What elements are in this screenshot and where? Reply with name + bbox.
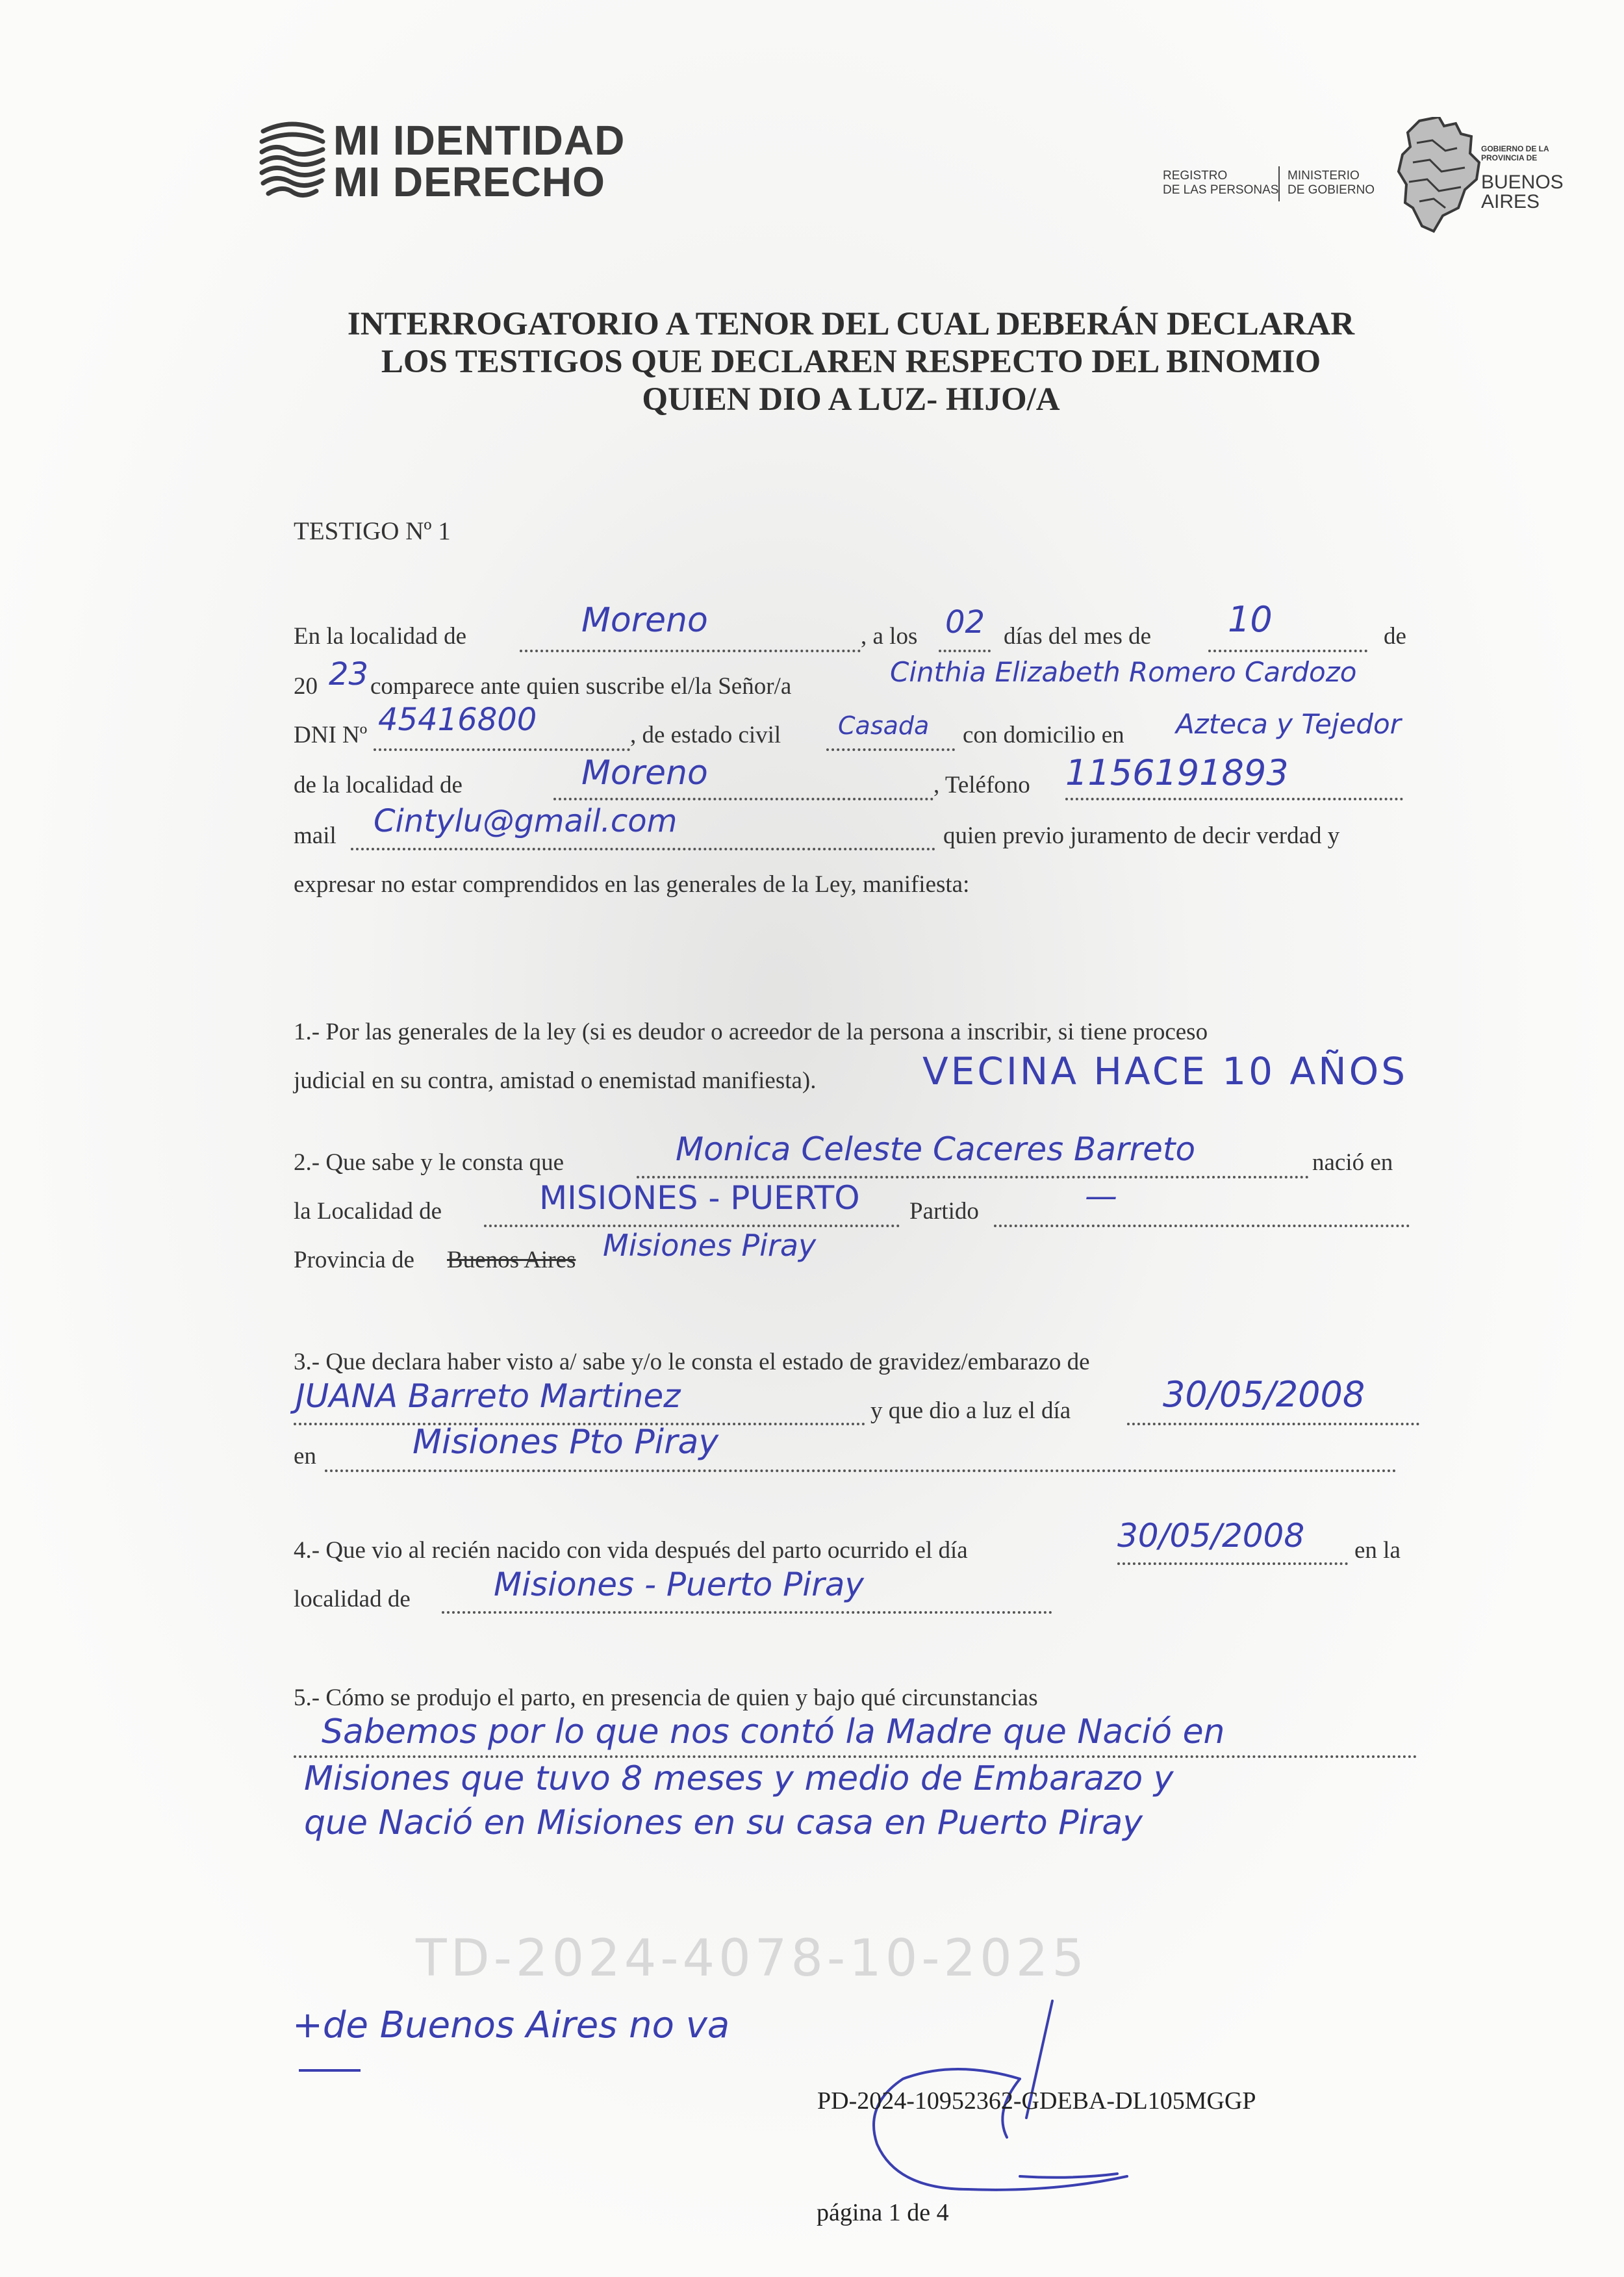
buenos-aires-label: BUENOS AIRES bbox=[1481, 172, 1564, 212]
handwritten-dni: 45416800 bbox=[378, 702, 537, 738]
label-localidad-q4: localidad de bbox=[294, 1586, 411, 1612]
dotted-line bbox=[1117, 1562, 1348, 1565]
label-localidad-q2: la Localidad de bbox=[294, 1198, 442, 1225]
registro-label-1: REGISTRO bbox=[1163, 169, 1228, 183]
handwritten-localidad-q2: MISIONES - PUERTO bbox=[539, 1179, 860, 1217]
fingerprint-icon bbox=[257, 120, 328, 201]
handwritten-localidad-2: Moreno bbox=[581, 754, 708, 793]
page-number: página 1 de 4 bbox=[817, 2199, 949, 2226]
handwritten-mes: 10 bbox=[1228, 599, 1273, 640]
dotted-line bbox=[637, 1176, 1309, 1178]
handwritten-estado-civil: Casada bbox=[838, 711, 930, 740]
label-expresar: expresar no estar comprendidos en las generales de la Ley, manifiesta: bbox=[294, 871, 970, 898]
label-20: 20 bbox=[294, 673, 318, 700]
handwritten-domicilio: Azteca y Tejedor bbox=[1176, 708, 1401, 740]
dotted-line bbox=[994, 1225, 1410, 1227]
dotted-line bbox=[374, 748, 630, 751]
question-4-label: 4.- Que vio al recién nacido con vida después del parto ocurrido el día bbox=[294, 1537, 968, 1564]
label-mail: mail bbox=[294, 822, 336, 849]
handwritten-localidad-nacimiento: Misiones - Puerto Piray bbox=[494, 1566, 864, 1603]
label-de: de bbox=[1384, 623, 1406, 650]
label-provincia: Provincia de bbox=[294, 1247, 414, 1273]
mi-identidad-logo bbox=[257, 117, 626, 208]
handwritten-nombre: Cinthia Elizabeth Romero Cardozo bbox=[890, 656, 1357, 688]
label-de-localidad: de la localidad de bbox=[294, 772, 463, 798]
dotted-line bbox=[520, 650, 861, 652]
document-id: PD-2024-10952362-GDEBA-DL105MGGP bbox=[817, 2087, 1256, 2115]
dotted-line bbox=[939, 650, 991, 652]
question-1-line-2: judicial en su contra, amistad o enemistad manifiesta). bbox=[294, 1067, 817, 1094]
label-quien-previo: quien previo juramento de decir verdad y bbox=[943, 822, 1340, 849]
handwritten-note: +de Buenos Aires no va bbox=[292, 2004, 730, 2046]
dotted-line bbox=[294, 1755, 1417, 1758]
handwritten-telefono: 1156191893 bbox=[1065, 752, 1289, 793]
province-map-icon bbox=[1393, 117, 1484, 234]
dotted-line bbox=[1127, 1423, 1419, 1425]
logo-line-2: MI DERECHO bbox=[333, 159, 605, 205]
faint-stamp: TD-2024-4078-10-2025 bbox=[416, 1929, 1089, 1988]
handwritten-partido: — bbox=[1085, 1177, 1117, 1215]
handwritten-answer-5-line-2: Misiones que tuvo 8 meses y medio de Embarazo y bbox=[304, 1759, 1174, 1798]
handwritten-fecha-parto: 30/05/2008 bbox=[1163, 1374, 1365, 1415]
handwritten-madre: JUANA Barreto Martinez bbox=[296, 1377, 681, 1415]
question-3-line-1: 3.- Que declara haber visto a/ sabe y/o le consta el estado de gravidez/embarazo de bbox=[294, 1349, 1090, 1375]
label-dias-mes: días del mes de bbox=[1004, 623, 1152, 650]
handwritten-dias: 02 bbox=[945, 604, 985, 641]
label-a-los: , a los bbox=[861, 623, 918, 650]
handwritten-fecha-nacimiento: 30/05/2008 bbox=[1117, 1517, 1305, 1555]
government-logo bbox=[1163, 117, 1566, 234]
dotted-line bbox=[1065, 798, 1403, 800]
testigo-heading: TESTIGO Nº 1 bbox=[294, 517, 451, 545]
dotted-line bbox=[351, 848, 935, 850]
label-partido: Partido bbox=[909, 1198, 979, 1225]
handwritten-localidad: Moreno bbox=[581, 601, 708, 640]
handwritten-provincia: Misiones Piray bbox=[603, 1228, 817, 1263]
logo-line-1: MI IDENTIDAD bbox=[333, 117, 626, 164]
struck-buenos-aires: Buenos Aires bbox=[447, 1247, 576, 1273]
label-domicilio: con domicilio en bbox=[963, 722, 1124, 748]
note-underline bbox=[299, 2069, 361, 2072]
header-divider bbox=[1278, 166, 1280, 201]
question-5: 5.- Cómo se produjo el parto, en presencia de quien y bajo qué circunstancias bbox=[294, 1685, 1038, 1711]
label-en-la: en la bbox=[1354, 1537, 1401, 1564]
ministerio-label-2: DE GOBIERNO bbox=[1288, 183, 1375, 197]
dotted-line bbox=[826, 748, 955, 751]
gobierno-label: GOBIERNO DE LA PROVINCIA DE bbox=[1481, 144, 1549, 162]
dotted-line bbox=[1208, 650, 1367, 652]
label-dio-a-luz: y que dio a luz el día bbox=[870, 1397, 1071, 1424]
handwritten-answer-5-line-1: Sabemos por lo que nos contó la Madre que Nació en bbox=[322, 1712, 1225, 1751]
label-estado-civil: , de estado civil bbox=[630, 722, 781, 748]
handwritten-nacido-nombre: Monica Celeste Caceres Barreto bbox=[676, 1130, 1196, 1168]
title-line-2: LOS TESTIGOS QUE DECLAREN RESPECTO DEL BINOMIO bbox=[381, 344, 1321, 380]
handwritten-anio: 23 bbox=[329, 656, 369, 693]
handwritten-answer-5-line-3: que Nació en Misiones en su casa en Puerto Piray bbox=[304, 1803, 1143, 1842]
label-nacio-en: nació en bbox=[1312, 1149, 1393, 1176]
dotted-line bbox=[553, 798, 933, 800]
dotted-line bbox=[442, 1611, 1052, 1614]
question-2-label: 2.- Que sabe y le consta que bbox=[294, 1149, 565, 1176]
label-dni: DNI Nº bbox=[294, 722, 368, 748]
ministerio-label-1: MINISTERIO bbox=[1288, 169, 1360, 183]
label-localidad: En la localidad de bbox=[294, 623, 467, 650]
title-line-3: QUIEN DIO A LUZ- HIJO/A bbox=[642, 381, 1060, 418]
registro-label-2: DE LAS PERSONAS bbox=[1163, 183, 1279, 197]
title-line-1: INTERROGATORIO A TENOR DEL CUAL DEBERÁN DECLARAR bbox=[347, 306, 1355, 342]
document-title bbox=[234, 305, 1468, 418]
handwritten-answer-1: VECINA HACE 10 AÑOS bbox=[922, 1049, 1408, 1093]
question-1-line-1: 1.- Por las generales de la ley (si es deudor o acreedor de la persona a inscribir, si tiene proceso bbox=[294, 1019, 1208, 1045]
dotted-line bbox=[484, 1225, 900, 1227]
label-telefono: , Teléfono bbox=[933, 772, 1030, 798]
handwritten-mail: Cintylu@gmail.com bbox=[374, 803, 678, 839]
dotted-line bbox=[325, 1469, 1397, 1472]
handwritten-lugar-parto: Misiones Pto Piray bbox=[412, 1423, 719, 1462]
label-comparece: comparece ante quien suscribe el/la Señor/a bbox=[370, 673, 792, 700]
label-en-q3: en bbox=[294, 1443, 316, 1469]
